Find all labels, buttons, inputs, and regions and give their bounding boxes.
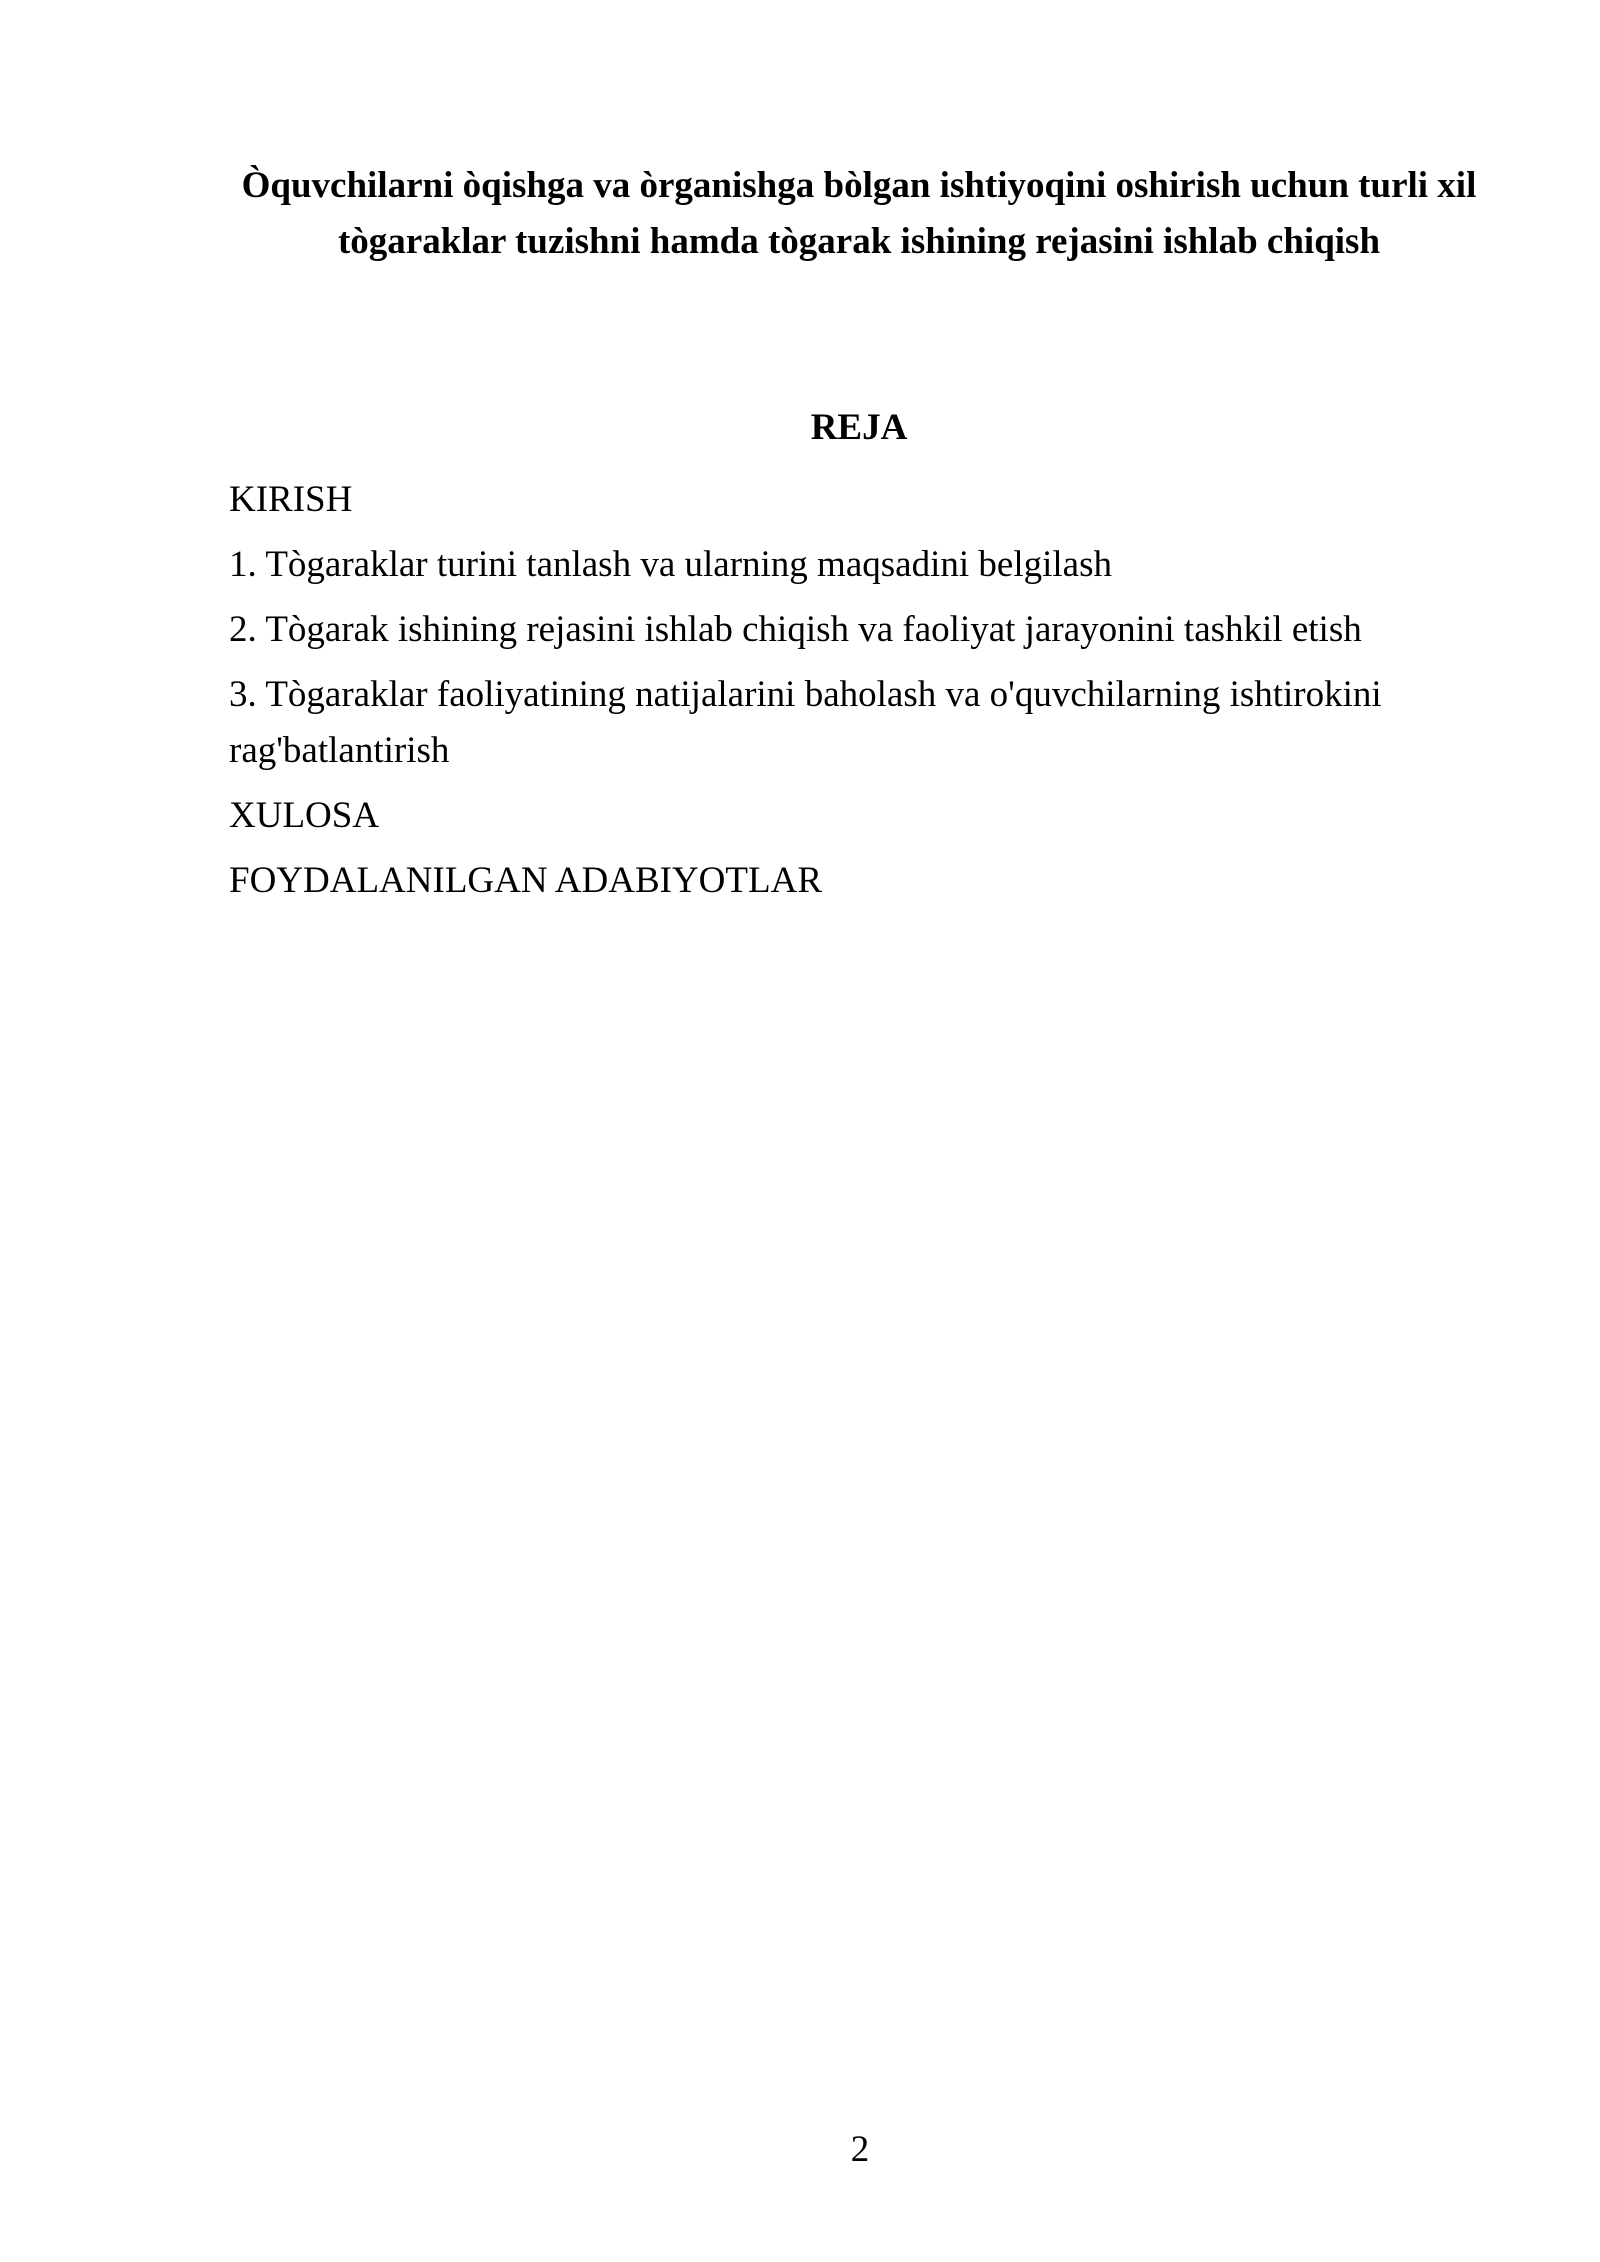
plan-heading: REJA [810, 407, 908, 448]
document-title: Òquvchilarni òqishga va òrganishga bòlgan ishtiyoqini oshirish uchun turli xil tògaraklar tuzishni hamda tògarak ishining rejasini ishlab chiqish [241, 165, 1477, 262]
plan-item-conclusion: XULOSA [229, 795, 380, 836]
plan-item-introduction: KIRISH [229, 479, 353, 520]
page-number: 2 [850, 2129, 870, 2170]
plan-item-3: 3. Tògaraklar faoliyatining natijalarini baholash va o'quvchilarning ishtirokini rag'batlantirish [229, 674, 1382, 771]
plan-item-1: 1. Tògaraklar turini tanlash va ularning maqsadini belgilash [229, 544, 1112, 585]
plan-list [229, 472, 1469, 918]
plan-item-2: 2. Tògarak ishining rejasini ishlab chiqish va faoliyat jarayonini tashkil etish [229, 609, 1362, 650]
plan-item-references: FOYDALANILGAN ADABIYOTLAR [229, 860, 822, 901]
